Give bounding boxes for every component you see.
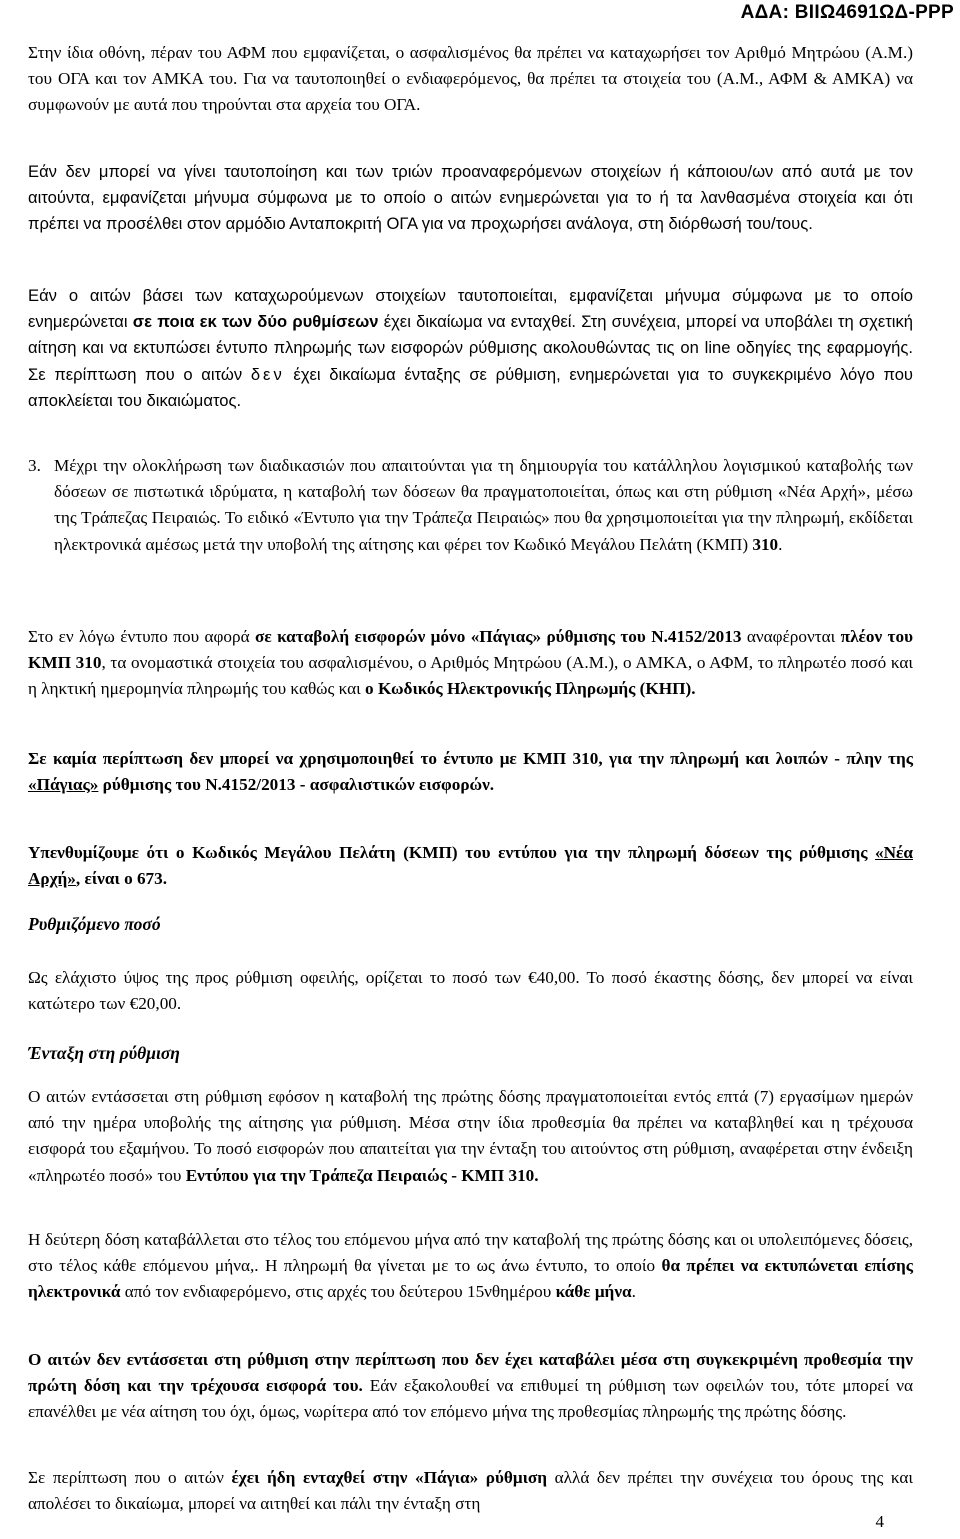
underlined-text: «Πάγιας» [28, 775, 99, 795]
bold-text: Εντύπου για την Τράπεζα Πειραιώς - ΚΜΠ 310. [185, 1165, 539, 1185]
text: Στην ίδια οθόνη, πέραν του ΑΦΜ που εμφανίζεται, ο ασφαλισμένος θα πρέπει να καταχωρήσει τον Αριθμό Μητρώου (Α.Μ.) του ΟΓΑ και τον ΑΜΚΑ του. Για να ταυτοποιηθεί ο ενδιαφερόμενος, θα πρέπει τα στοιχεία του (Α.Μ., ΑΦΜ & ΑΜΚΑ) να συμφωνούν με αυτά που τηρούνται στα αρχεία του ΟΓΑ. [28, 43, 913, 115]
bold-text: πλέον του ΚΜΠ 310 [28, 627, 913, 673]
text: αναφέρονται [741, 627, 841, 646]
bold-text: σε καταβολή εισφορών μόνο «Πάγιας» ρύθμισης του Ν.4152/2013 [255, 627, 742, 646]
page-number: 4 [875, 1512, 884, 1531]
bold-text: ο Κωδικός Ηλεκτρονικής Πληρωμής (ΚΗΠ). [365, 679, 696, 699]
text: , τα ονομαστικά στοιχεία του ασφαλισμένου, ο Αριθμός Μητρώου (Α.Μ.), ο ΑΜΚΑ, ο ΑΦΜ, το πληρωτέο ποσό και η ληκτική ημερομηνία πληρωμής του καθώς και [28, 653, 913, 699]
text: . [778, 534, 783, 554]
text: έχει δικαίωμα ένταξης σε ρύθμιση, ενημερώνεται για το συγκεκριμένο λόγο που αποκλείεται του δικαιώματος. [28, 364, 913, 410]
bold-text: 310 [752, 534, 779, 554]
ada-code: ΑΔΑ: ΒΙΙΩ4691ΩΔ-ΡΡΡ [740, 2, 954, 23]
text: Ως ελάχιστο ύψος της προς ρύθμιση οφειλής, ορίζεται το ποσό των €40,00. Το ποσό έκαστης δόσης, δεν μπορεί να είναι κατώτερο των €20,00. [28, 968, 913, 1014]
text: . [631, 1282, 636, 1302]
text: Η δεύτερη δόση καταβάλλεται στο τέλος του επόμενου μήνα από την καταβολή της πρώτης δόσης και οι υπολειπόμενες δόσεις, στο τέλος κάθε επόμενου μήνα,. Η πληρωμή θα γίνεται με το ως άνω έντυπο, το οποίο [28, 1230, 913, 1276]
text: ρύθμισης του Ν.4152/2013 - ασφαλιστικών εισφορών. [98, 775, 495, 795]
paragraph-reminder [28, 840, 913, 892]
item-number: 3. [28, 456, 41, 475]
bold-text: θα πρέπει να εκτυπώνεται επίσης ηλεκτρονικά [28, 1256, 913, 1302]
text: Σε περίπτωση που ο αιτών [28, 1468, 232, 1487]
text: Στο εν λόγω έντυπο που αφορά [28, 627, 255, 646]
bold-text: έχει ήδη ενταχθεί στην «Πάγια» ρύθμιση [231, 1468, 548, 1487]
bold-text: σε ποια εκ των δύο ρυθμίσεων [132, 312, 379, 332]
paragraph-item-3 [28, 453, 913, 558]
text: από τον ενδιαφερόμενο, στις αρχές του δεύτερου 15νθημέρου [120, 1282, 556, 1302]
paragraph-identified [28, 283, 913, 414]
text: Εάν ο αιτών βάσει των καταχωρούμενων στοιχείων ταυτοποιείται, εμφανίζεται μήνυμα σύμφωνα με το οποίο ενημερώνεται [28, 286, 913, 332]
heading-regulated-amount: Ρυθμιζόμενο ποσό [28, 914, 161, 934]
bold-text: κάθε μήνα [555, 1282, 632, 1302]
paragraph-identification [28, 40, 913, 119]
text: Εάν δεν μπορεί να γίνει ταυτοποίηση και των τριών προαναφερόμενων στοιχείων ή κάποιου/ων από αυτά με τον αιτούντα, εμφανίζεται μήνυμα σύμφωνα με το οποίο ο αιτών ενημερώνεται για το ή τα λανθασμένα στοιχεία και ότι πρέπει να προσέλθει στον αρμόδιο Ανταποκριτή ΟΓΑ για να προχωρήσει ανάλογα, στη διόρθωσή του/τους. [28, 162, 913, 234]
text: , είναι ο 673. [75, 869, 168, 889]
paragraph-minimum-amount [28, 965, 913, 1017]
paragraph-second-installment [28, 1227, 913, 1306]
paragraph-form-details [28, 624, 913, 703]
paragraph-first-installment [28, 1084, 913, 1189]
text: Μέχρι την ολοκλήρωση των διαδικασιών που απαιτούνται για τη δημιουργία του κατάλληλου λογισμικού καταβολής των δόσεων σε πιστωτικά ιδρύματα, η καταβολή των δόσεων θα πραγματοποιείται, όπως και στη ρύθμιση «Νέα Αρχή», μέσω της Τράπεζας Πειραιώς. Το ειδικό «Έντυπο για την Τράπεζα Πειραιώς» που θα χρησιμοποιείται για την πληρωμή, εκδίδεται ηλεκτρονικά αμέσως μετά την υποβολή της αίτησης και φέρει τον Κωδικό Μεγάλου Πελάτη (ΚΜΠ) [54, 456, 913, 554]
paragraph-not-included [28, 1347, 913, 1426]
bold-text: Ο αιτών δεν εντάσσεται στη ρύθμιση στην περίπτωση που δεν έχει καταβάλει μέσα στη συγκεκριμένη προθεσμία την πρώτη δόση και την τρέχουσα εισφορά του. [28, 1350, 913, 1396]
text: Σε καμία περίπτωση δεν μπορεί να χρησιμοποιηθεί το έντυπο με ΚΜΠ 310, για την πληρωμή και λοιπών - πλην της [28, 749, 913, 768]
heading-inclusion: Ένταξη στη ρύθμιση [28, 1043, 180, 1063]
text: Υπενθυμίζουμε ότι ο Κωδικός Μεγάλου Πελάτη (ΚΜΠ) του εντύπου για την πληρωμή δόσεων της ρύθμισης [28, 843, 876, 862]
text: έχει δικαίωμα να ενταχθεί. Στη συνέχεια, μπορεί να υποβάλει τη σχετική αίτηση και να εκτυπώσει έντυπο πληρωμής των εισφορών ρύθμισης ακολουθώντας τις on line οδηγίες της εφαρμογής. Σε περίπτωση που ο αιτών [28, 312, 914, 384]
spaced-text: δεν [250, 364, 285, 384]
text: αλλά δεν πρέπει την συνέχεια του όρους της και απολέσει το δικαίωμα, μπορεί να αιτηθεί και πάλι την ένταξη στη [28, 1468, 913, 1514]
text: Ο αιτών εντάσσεται στη ρύθμιση εφόσον η καταβολή της πρώτης δόσης πραγματοποιείται εντός επτά (7) εργασίμων ημερών από την ημέρα υποβολής της αίτησης για ρύθμιση. Μέσα στην ίδια προθεσμία θα πρέπει να καταβληθεί και η τρέχουσα εισφορά του εξαμήνου. Το ποσό εισφορών που απαιτείται για την ένταξη του αιτούντος στη ρύθμιση, αναφέρεται στην ένδειξη «πληρωτέο ποσό» του [28, 1087, 913, 1185]
paragraph-warning [28, 746, 913, 798]
text: Εάν εξακολουθεί να επιθυμεί τη ρύθμιση των οφειλών του, τότε μπορεί να επανέλθει με νέα αίτηση του όχι, όμως, νωρίτερα από τον επόμενο μήνα της προθεσμίας πληρωμής της πρώτης δόσης. [28, 1376, 913, 1422]
paragraph-already-included [28, 1465, 913, 1517]
paragraph-failed-identification [28, 159, 913, 238]
underlined-text: «Νέα Αρχή» [28, 843, 913, 889]
